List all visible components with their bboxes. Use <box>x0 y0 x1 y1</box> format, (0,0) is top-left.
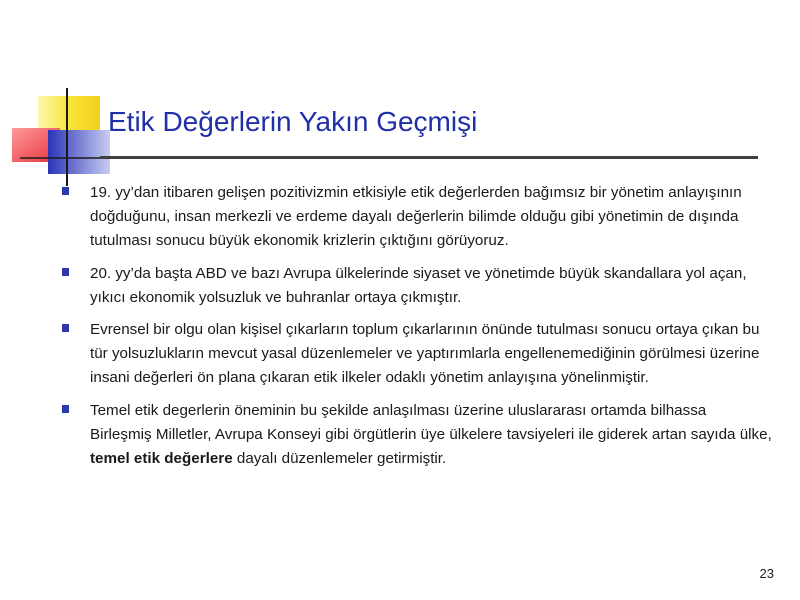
decorative-squares-logo <box>0 0 120 190</box>
bullet-square-icon <box>62 405 69 413</box>
bullet-square-icon <box>62 187 69 195</box>
bullet-text-start: Temel etik degerlerin öneminin bu şekilde anlaşılması üzerine uluslararası ortamda bilhassa Birleşmiş Milletler, Avrupa Konseyi gibi örgütlerin üye ülkelere tavsiyeleri ile giderek artan sayıda ülke, <box>90 401 772 443</box>
bullet-list <box>62 181 772 479</box>
bullet-item <box>62 399 772 472</box>
bullet-text: 19. yy’dan itibaren gelişen pozitivizmin etkisiyle etik değerlerden bağımsız bir yönetim anlayışının doğduğunu, insan merkezli ve erdeme dayalı değerlerin bilimde olduğu gibi yönetimin de dışında tutulması sonucu büyük ekonomik krizlerin çıktığını görüyoruz. <box>90 184 742 250</box>
slide-title: Etik Değerlerin Yakın Geçmişi <box>108 106 478 137</box>
bullet-item <box>62 181 772 254</box>
bullet-item <box>62 318 772 391</box>
bullet-text-end: dayalı düzenlemeler getirmiştir. <box>232 450 447 468</box>
page-number: 23 <box>759 566 774 581</box>
bullet-text-bold: temel etik değerlere <box>90 450 233 468</box>
blue-square <box>48 130 110 174</box>
title-underline <box>100 156 758 159</box>
bullet-square-icon <box>62 324 69 332</box>
bullet-text: Evrensel bir olgu olan kişisel çıkarların toplum çıkarlarının önünde tutulması sonucu ortaya çıkan bu tür yolsuzlukların mevcut yasal düzenlemeler ve yaptırımlarla engellenemediğinin görülmesi üzerine insani değerleri ön plana çıkaran etik ilkeler odaklı yönetim anlayışına yönelinmiştir. <box>90 321 760 387</box>
bullet-item <box>62 262 772 310</box>
bullet-square-icon <box>62 268 69 276</box>
bullet-text: 20. yy’da başta ABD ve bazı Avrupa ülkelerinde siyaset ve yönetimde büyük skandallara yol açan, yıkıcı ekonomik yolsuzluk ve buhranlar ortaya çıkmıştır. <box>90 264 747 306</box>
